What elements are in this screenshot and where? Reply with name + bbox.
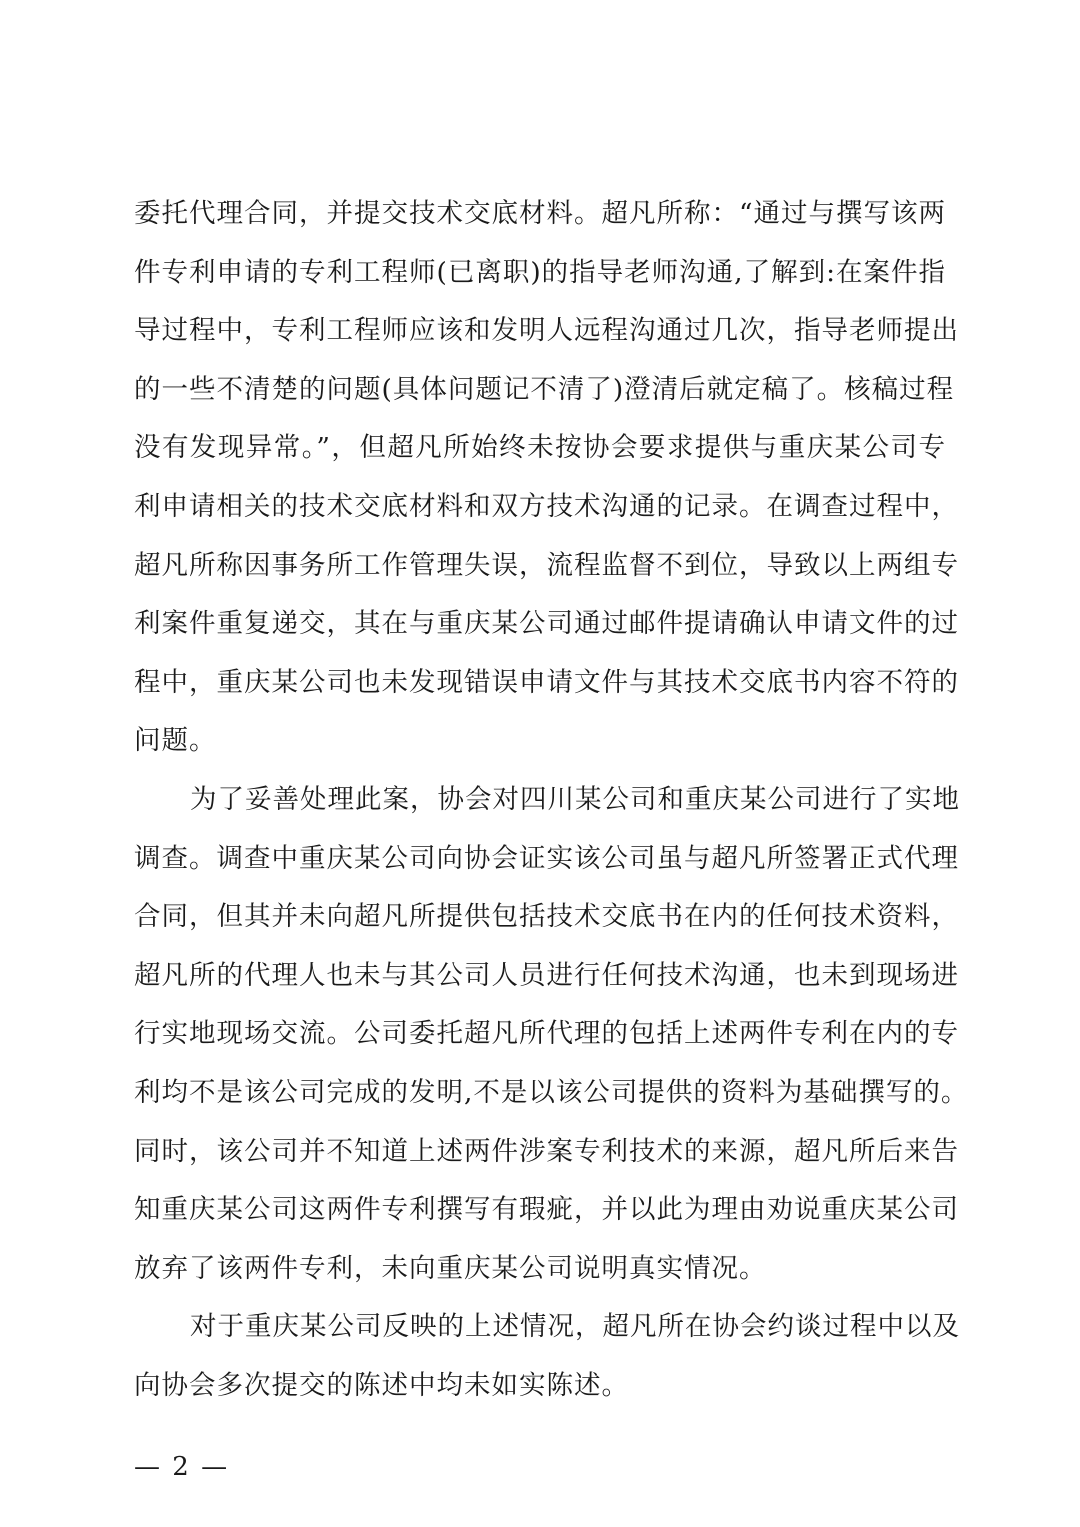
text-line: 放弃了该两件专利，未向重庆某公司说明真实情况。	[134, 1252, 767, 1284]
text-line: 知重庆某公司这两件专利撰写有瑕疵，并以此为理由劝说重庆某公司	[134, 1194, 959, 1226]
text-line: 的一些不清楚的问题(具体问题记不清了)澄清后就定稿了。核稿过程	[134, 373, 955, 405]
page-number: — 2 —	[134, 1452, 230, 1482]
text-line: 件专利申请的专利工程师(已离职)的指导老师沟通,了解到:在案件指	[134, 256, 947, 288]
text-line: 利申请相关的技术交底材料和双方技术沟通的记录。在调查过程中，	[134, 490, 959, 522]
text-line: 导过程中，专利工程师应该和发明人远程沟通过几次，指导老师提出	[134, 315, 959, 347]
text-line: 向协会多次提交的陈述中均未如实陈述。	[134, 1369, 629, 1401]
text-line: 超凡所的代理人也未与其公司人员进行任何技术沟通，也未到现场进	[134, 959, 959, 991]
text-line: 委托代理合同，并提交技术交底材料。超凡所称：“通过与撰写该两	[134, 198, 947, 229]
body-text	[134, 185, 969, 1415]
text-line: 利均不是该公司完成的发明,不是以该公司提供的资料为基础撰写的。	[134, 1076, 969, 1108]
text-line: 同时，该公司并不知道上述两件涉案专利技术的来源，超凡所后来告	[134, 1135, 959, 1167]
text-line: 超凡所称因事务所工作管理失误，流程监督不到位，导致以上两组专	[134, 549, 959, 581]
text-line: 合同，但其并未向超凡所提供包括技术交底书在内的任何技术资料，	[134, 901, 959, 933]
text-line: 问题。	[134, 725, 217, 757]
text-line: 行实地现场交流。公司委托超凡所代理的包括上述两件专利在内的专	[134, 1018, 959, 1050]
text-line: 程中，重庆某公司也未发现错误申请文件与其技术交底书内容不符的	[134, 666, 959, 698]
text-line: 调查。调查中重庆某公司向协会证实该公司虽与超凡所签署正式代理	[134, 842, 959, 874]
text-line: 没有发现异常。”，但超凡所始终未按协会要求提供与重庆某公司专	[134, 432, 946, 464]
text-line: 利案件重复递交，其在与重庆某公司通过邮件提请确认申请文件的过	[134, 608, 959, 640]
text-line: 为了妥善处理此案，协会对四川某公司和重庆某公司进行了实地	[190, 783, 960, 815]
text-line: 对于重庆某公司反映的上述情况，超凡所在协会约谈过程中以及	[190, 1311, 960, 1343]
